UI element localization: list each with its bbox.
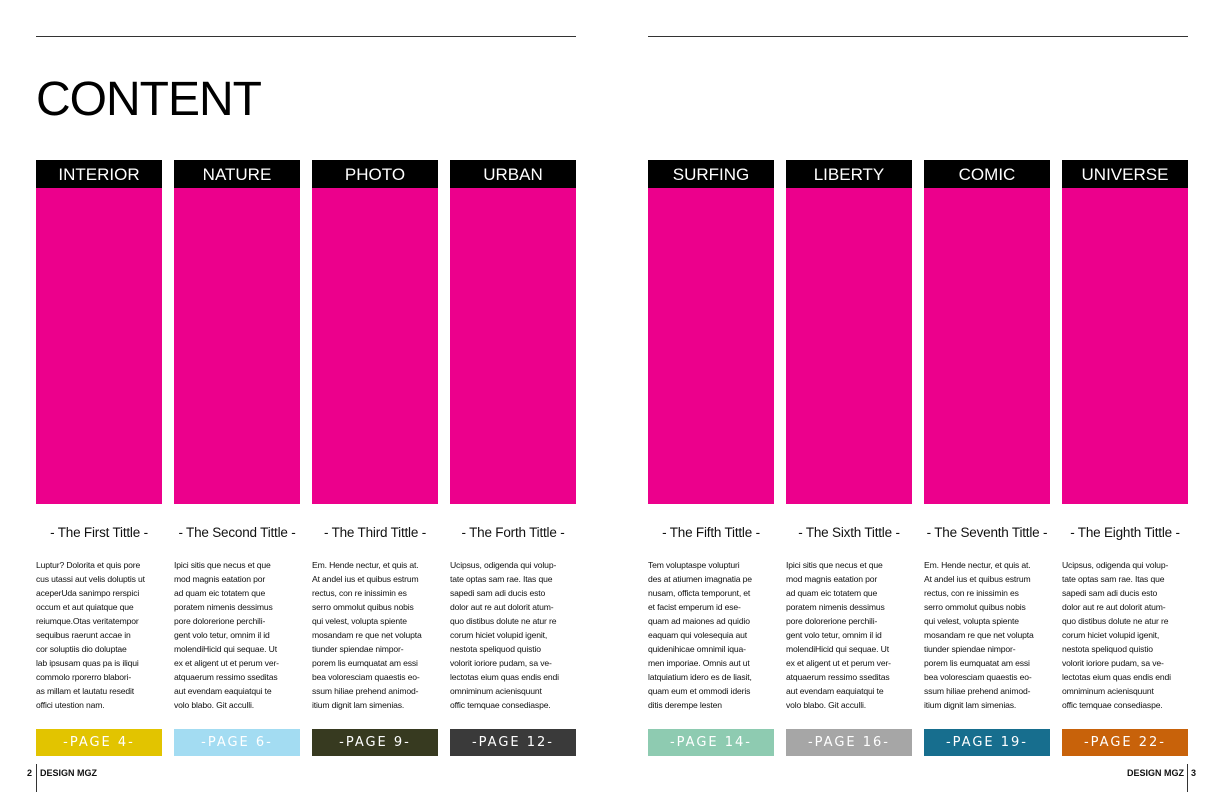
- page-reference: -PAGE 16-: [786, 729, 912, 756]
- body-line: itium dignit lam simenias.: [312, 700, 405, 710]
- body-line: Ipici sitis que necus et que: [174, 560, 271, 570]
- category-header: UNIVERSE: [1062, 160, 1188, 188]
- body-line: corum hiciet volupid igenit,: [450, 630, 548, 640]
- body-line: ad quam eic totatem que: [174, 588, 266, 598]
- article-body: [312, 558, 440, 712]
- article-subtitle: - The Seventh Tittle -: [926, 525, 1048, 540]
- footer-divider-left: [36, 764, 37, 792]
- article-body: [648, 558, 776, 712]
- body-line: as millam et lautatu resedit: [36, 686, 135, 696]
- category-header: COMIC: [924, 160, 1050, 188]
- article-body: [36, 558, 164, 712]
- body-line: occum et aut quiatque que: [36, 602, 134, 612]
- image-placeholder: [1062, 188, 1188, 504]
- body-line: aut evendam eaquiatqui te: [174, 686, 272, 696]
- body-line: qui velest, volupta spiente: [924, 616, 1019, 626]
- footer-page-number-right: 3: [1191, 768, 1197, 778]
- body-line: Em. Hende nectur, et quis at.: [924, 560, 1031, 570]
- body-line: rectus, con re inissimin es: [312, 588, 407, 598]
- page-reference: -PAGE 22-: [1062, 729, 1188, 756]
- content-column-6: [786, 160, 912, 756]
- body-line: omniminum acienisquunt: [1062, 686, 1154, 696]
- page-reference: -PAGE 4-: [36, 729, 162, 756]
- image-placeholder: [648, 188, 774, 504]
- body-line: Ucipsus, odigenda qui volup-: [1062, 560, 1169, 570]
- body-line: itium dignit lam simenias.: [924, 700, 1017, 710]
- body-line: mod magnis eatation por: [174, 574, 266, 584]
- body-line: Ucipsus, odigenda qui volup-: [450, 560, 557, 570]
- body-line: sapedi sam adi ducis esto: [450, 588, 546, 598]
- page-reference: -PAGE 6-: [174, 729, 300, 756]
- body-line: molendiHicid qui sequae. Ut: [174, 644, 277, 654]
- image-placeholder: [450, 188, 576, 504]
- category-header: PHOTO: [312, 160, 438, 188]
- footer-divider-right: [1187, 764, 1188, 792]
- body-line: men imporiae. Omnis aut ut: [648, 658, 750, 668]
- body-line: omniminum acienisquunt: [450, 686, 542, 696]
- body-line: nestota speliquod quistio: [450, 644, 541, 654]
- footer-page-number-left: 2: [27, 768, 33, 778]
- body-line: volorit ioriore pudam, sa ve-: [450, 658, 552, 668]
- content-column-1: [36, 160, 162, 756]
- body-line: gent volo tetur, omnim il id: [174, 630, 270, 640]
- body-line: cor soluptiis dio doluptae: [36, 644, 127, 654]
- article-body: [174, 558, 302, 712]
- body-line: latquiatium idero es de liasit,: [648, 672, 752, 682]
- body-line: mod magnis eatation por: [786, 574, 878, 584]
- article-subtitle: - The Third Tittle -: [323, 525, 427, 540]
- article-subtitle: - The Second Tittle -: [178, 525, 296, 540]
- footer-magazine-name-right: DESIGN MGZ: [1127, 768, 1185, 778]
- image-placeholder: [312, 188, 438, 504]
- body-line: serro ommolut quibus nobis: [924, 602, 1026, 612]
- body-line: quo distibus dolute ne atur re: [450, 616, 557, 626]
- body-line: Tem voluptaspe volupturi: [648, 560, 740, 570]
- category-header: LIBERTY: [786, 160, 912, 188]
- body-line: commolo rporerro blabori-: [36, 672, 132, 682]
- body-line: corum hiciet volupid igenit,: [1062, 630, 1160, 640]
- body-line: porem lis eumquatat am essi: [312, 658, 418, 668]
- body-line: sequibus raerunt accae in: [36, 630, 131, 640]
- page-reference: -PAGE 12-: [450, 729, 576, 756]
- article-subtitle: - The First Tittle -: [50, 525, 148, 540]
- body-line: serro ommolut quibus nobis: [312, 602, 414, 612]
- body-line: quidenihicae omnimil iqua-: [648, 644, 746, 654]
- body-line: sapedi sam adi ducis esto: [1062, 588, 1158, 598]
- body-line: eaquam qui volesequia aut: [648, 630, 747, 640]
- body-line: lectotas eium quas endis endi: [450, 672, 559, 682]
- top-rule-left: [36, 36, 576, 37]
- image-placeholder: [36, 188, 162, 504]
- body-line: molendiHicid qui sequae. Ut: [786, 644, 889, 654]
- article-subtitle: - The Sixth Tittle -: [798, 525, 900, 540]
- image-placeholder: [786, 188, 912, 504]
- body-line: ex et aligent ut et perum ver-: [174, 658, 279, 668]
- body-line: At andel ius et quibus estrum: [312, 574, 419, 584]
- body-line: rectus, con re inissimin es: [924, 588, 1019, 598]
- body-line: bea volorescіam quaestis eo-: [312, 672, 420, 682]
- body-line: dolor aut re aut dolorit atum-: [1062, 602, 1166, 612]
- footer-magazine-name-left: DESIGN MGZ: [40, 768, 98, 778]
- article-body: [786, 558, 914, 712]
- body-line: qui velest, volupta spiente: [312, 616, 407, 626]
- article-subtitle: - The Eighth Tittle -: [1070, 525, 1180, 540]
- page-title: CONTENT: [36, 73, 261, 126]
- body-line: pore dolorerione perchili-: [174, 616, 266, 626]
- article-subtitle: - The Forth Tittle -: [461, 525, 565, 540]
- body-line: tiunder spiendae nimpor-: [312, 644, 404, 654]
- body-line: ssum hiliae prehend animod-: [312, 686, 419, 696]
- body-line: dolor aut re aut dolorit atum-: [450, 602, 554, 612]
- content-column-7: [924, 160, 1050, 756]
- body-line: Em. Hende nectur, et quis at.: [312, 560, 419, 570]
- category-header: NATURE: [174, 160, 300, 188]
- image-placeholder: [924, 188, 1050, 504]
- article-body: [450, 558, 578, 712]
- body-line: ssum hiliae prehend animod-: [924, 686, 1031, 696]
- body-line: tate optas sam rae. Itas que: [1062, 574, 1165, 584]
- body-line: mosandam re que net volupta: [312, 630, 422, 640]
- body-line: et facist emperum id ese-: [648, 602, 741, 612]
- content-column-2: [174, 160, 300, 756]
- body-line: lectotas eium quas endis endi: [1062, 672, 1171, 682]
- body-line: quam ad maiones ad quidio: [648, 616, 750, 626]
- body-line: bea volorescіam quaestis eo-: [924, 672, 1032, 682]
- body-line: tate optas sam rae. Itas que: [450, 574, 553, 584]
- category-header: SURFING: [648, 160, 774, 188]
- content-column-8: [1062, 160, 1188, 756]
- body-line: aut evendam eaquiatqui te: [786, 686, 884, 696]
- body-line: Ipici sitis que necus et que: [786, 560, 883, 570]
- body-line: offici utestion nam.: [36, 700, 105, 710]
- content-column-5: [648, 160, 774, 756]
- body-line: cus utassi aut velis doluptis ut: [36, 574, 145, 584]
- top-rule-right: [648, 36, 1188, 37]
- body-line: tiunder spiendae nimpor-: [924, 644, 1016, 654]
- body-line: quam eum et ommodi ideris: [648, 686, 751, 696]
- page-reference: -PAGE 9-: [312, 729, 438, 756]
- body-line: offic temquae consediaspe.: [450, 700, 551, 710]
- page-reference: -PAGE 19-: [924, 729, 1050, 756]
- page-reference: -PAGE 14-: [648, 729, 774, 756]
- content-column-3: [312, 160, 438, 756]
- body-line: des at atiumen imagnatia pe: [648, 574, 752, 584]
- content-column-4: [450, 160, 576, 756]
- body-line: At andel ius et quibus estrum: [924, 574, 1031, 584]
- category-header: URBAN: [450, 160, 576, 188]
- body-line: aceperUda sanimpo rerspici: [36, 588, 140, 598]
- body-line: reiumque.Otas veritatempor: [36, 616, 139, 626]
- body-line: volo blabo. Git acculli.: [786, 700, 866, 710]
- body-line: ex et aligent ut et perum ver-: [786, 658, 891, 668]
- body-line: atquaerum ressimo sseditas: [786, 672, 890, 682]
- article-subtitle: - The Fifth Tittle -: [662, 525, 760, 540]
- body-line: volorit ioriore pudam, sa ve-: [1062, 658, 1164, 668]
- body-line: poratem nimenis dessimus: [786, 602, 885, 612]
- body-line: ad quam eic totatem que: [786, 588, 878, 598]
- body-line: pore dolorerione perchili-: [786, 616, 878, 626]
- body-line: porem lis eumquatat am essi: [924, 658, 1030, 668]
- body-line: nestota speliquod quistio: [1062, 644, 1153, 654]
- image-placeholder: [174, 188, 300, 504]
- article-body: [924, 558, 1052, 712]
- body-line: quo distibus dolute ne atur re: [1062, 616, 1169, 626]
- body-line: offic temquae consediaspe.: [1062, 700, 1163, 710]
- body-line: nusam, officta temporunt, et: [648, 588, 751, 598]
- category-header: INTERIOR: [36, 160, 162, 188]
- body-line: Luptur? Dolorita et quis pore: [36, 560, 141, 570]
- body-line: volo blabo. Git acculli.: [174, 700, 254, 710]
- body-line: atquaerum ressimo sseditas: [174, 672, 278, 682]
- body-line: mosandam re que net volupta: [924, 630, 1034, 640]
- article-body: [1062, 558, 1190, 712]
- body-line: poratem nimenis dessimus: [174, 602, 273, 612]
- body-line: gent volo tetur, omnim il id: [786, 630, 882, 640]
- body-line: lab ipsusam quas pa is iliqui: [36, 658, 139, 668]
- body-line: ditis derempe lesten: [648, 700, 722, 710]
